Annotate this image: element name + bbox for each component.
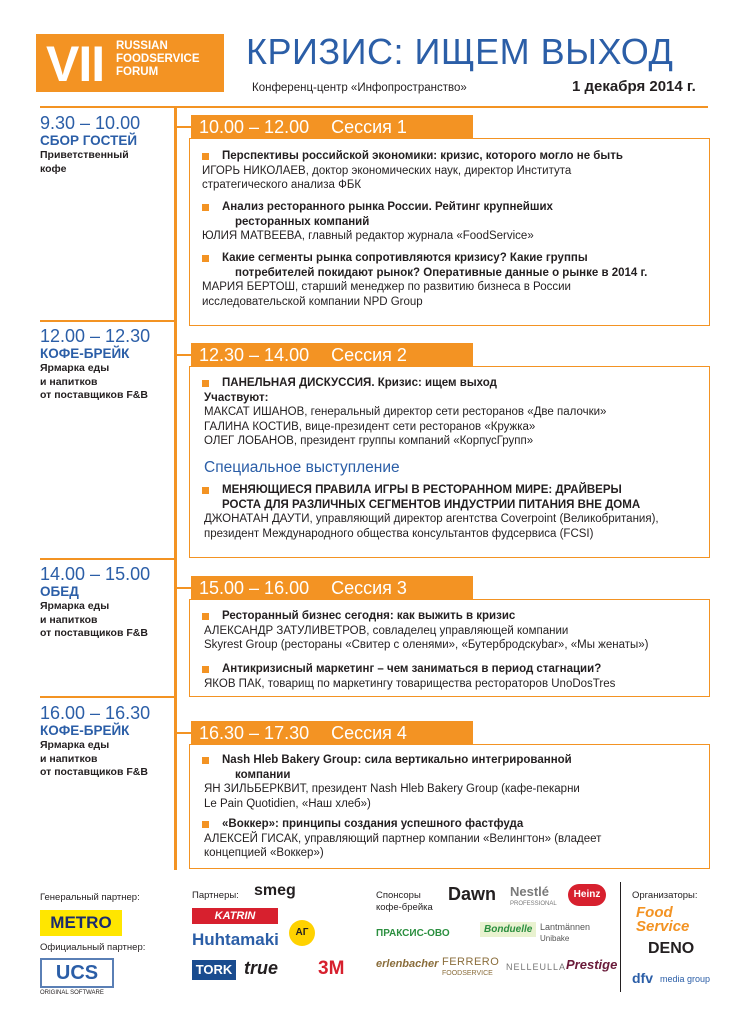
slot-time: 12.00 – 12.30 bbox=[40, 326, 151, 346]
speaker: ЯН ЗИЛЬБЕРКВИТ, президент Nash Hleb Bakery Group (кафе-пекарни bbox=[204, 783, 580, 795]
talk-1 bbox=[190, 149, 710, 193]
talk-title-cont: ресторанных компаний bbox=[235, 215, 370, 228]
bonduelle-logo: Bonduelle bbox=[480, 922, 536, 937]
talk-title: Nash Hleb Bakery Group: сила вертикально интегрированной bbox=[190, 753, 710, 768]
dfv-subtitle: media group bbox=[660, 974, 711, 984]
talk-title: Какие сегменты рынка сопротивляются кризису? Какие группы bbox=[190, 251, 710, 266]
event-date: 1 декабря 2014 г. bbox=[572, 78, 696, 95]
talk-title: Ресторанный бизнес сегодня: как выжить в кризис bbox=[190, 609, 710, 624]
session-time: 16.30 – 17.30 bbox=[199, 723, 310, 743]
slot-desc-line: и напитков bbox=[40, 613, 98, 626]
dfv-logo: dfv bbox=[632, 970, 653, 986]
talk-title: Перспективы российской экономики: кризис, которого могло не быть bbox=[190, 149, 710, 164]
special-talk bbox=[190, 483, 710, 541]
timeline-divider bbox=[40, 558, 176, 560]
talk-title: МЕНЯЮЩИЕСЯ ПРАВИЛА ИГРЫ В РЕСТОРАННОМ МИРЕ: ДРАЙВЕРЫ bbox=[190, 483, 710, 498]
timeline-slot-2 bbox=[40, 326, 150, 403]
slot-desc-line: от поставщиков F&B bbox=[40, 766, 148, 778]
talk-1 bbox=[190, 753, 710, 811]
talk-2 bbox=[190, 200, 710, 244]
session-3-header bbox=[191, 576, 473, 600]
ferrero-subtitle: FOODSERVICE bbox=[442, 970, 493, 977]
slot-desc-line: Ярмарка еды bbox=[40, 739, 110, 751]
session-1-box bbox=[189, 138, 710, 326]
slot-time: 14.00 – 15.00 bbox=[40, 564, 151, 584]
speaker: ИГОРЬ НИКОЛАЕВ, доктор экономических наук, директор Института bbox=[202, 164, 572, 177]
session-title: Сессия 4 bbox=[331, 723, 407, 743]
session-4-header bbox=[191, 721, 473, 745]
slot-label: КОФЕ-БРЕЙК bbox=[40, 723, 130, 738]
speaker: АЛЕКСЕЙ ГИСАК, управляющий партнер компании «Велингтон» (владеет bbox=[204, 832, 602, 845]
speaker: президент Международного общества консультантов фудсервиса (FCSI) bbox=[204, 527, 594, 540]
timeline-slot-1 bbox=[40, 113, 140, 176]
smeg-logo: smeg bbox=[254, 882, 296, 899]
heinz-logo: Heinz bbox=[568, 884, 606, 906]
slot-time: 16.00 – 16.30 bbox=[40, 703, 151, 723]
talk-title-cont: РОСТА ДЛЯ РАЗЛИЧНЫХ СЕГМЕНТОВ ИНДУСТРИИ ПИТАНИЯ ВНЕ ДОМА bbox=[222, 498, 641, 511]
speaker: ОЛЕГ ЛОБАНОВ, президент группы компаний «КорпусГрупп» bbox=[204, 435, 534, 447]
slot-desc-line: Ярмарка еды bbox=[40, 362, 110, 374]
ag-logo: АГ bbox=[289, 920, 315, 946]
timeline-slot-3 bbox=[40, 564, 150, 641]
talk-1 bbox=[190, 609, 710, 653]
talk-title: ПАНЕЛЬНАЯ ДИСКУССИЯ. Кризис: ищем выход bbox=[190, 376, 710, 391]
slot-desc-line: Приветственный bbox=[40, 149, 129, 161]
ucs-subtitle: ORIGINAL SOFTWARE bbox=[40, 990, 104, 996]
speaker: Skyrest Group (рестораны «Свитер с оленями», «Бутербродскуbar», «Мы женаты») bbox=[204, 639, 649, 651]
special-talk-label: Специальное выступление bbox=[204, 459, 400, 476]
katrin-logo: KATRIN bbox=[192, 908, 278, 924]
slot-label: ОБЕД bbox=[40, 584, 79, 599]
logo-roman-numeral: VII bbox=[46, 36, 105, 92]
session-2-box bbox=[189, 366, 710, 558]
metro-logo: METRO bbox=[40, 910, 122, 936]
erlenbacher-logo: erlenbacher bbox=[376, 958, 439, 970]
session-time: 15.00 – 16.00 bbox=[199, 578, 310, 598]
speaker: стратегического анализа ФБК bbox=[202, 179, 362, 191]
nestle-subtitle: PROFESSIONAL bbox=[510, 901, 557, 907]
speaker: исследовательской компании NPD Group bbox=[202, 295, 423, 308]
panel-discussion bbox=[190, 376, 710, 449]
talk-title: Анализ ресторанного рынка России. Рейтинг крупнейших bbox=[190, 200, 710, 215]
timeline-slot-4 bbox=[40, 703, 150, 780]
huhtamaki-logo: Huhtamaki bbox=[192, 930, 279, 949]
session-2-header bbox=[191, 343, 473, 367]
talk-title-cont: компании bbox=[235, 768, 291, 781]
talk-title-cont: потребителей покидают рынок? Оперативные данные о рынке в 2014 г. bbox=[235, 266, 648, 279]
official-partner-label: Официальный партнер: bbox=[40, 942, 146, 953]
logo-text: RUSSIAN FOODSERVICE FORUM bbox=[116, 40, 200, 78]
participants-label: Участвуют: bbox=[204, 391, 269, 404]
talk-3 bbox=[190, 251, 710, 309]
slot-desc-line: от поставщиков F&B bbox=[40, 389, 148, 401]
speaker: ДЖОНАТАН ДАУТИ, управляющий директор агентства Coverpoint (Великобритания), bbox=[204, 513, 659, 525]
speaker: концепцией «Воккер») bbox=[204, 847, 324, 859]
speaker: МАКСАТ ИШАНОВ, генеральный директор сети ресторанов «Две палочки» bbox=[204, 406, 607, 418]
true-logo: true bbox=[244, 958, 279, 978]
speaker: АЛЕКСАНДР ЗАТУЛИВЕТРОВ, совладелец управляющей компании bbox=[204, 624, 569, 637]
header-divider bbox=[40, 106, 708, 108]
session-title: Сессия 1 bbox=[331, 117, 407, 137]
talk-title: Антикризисный маркетинг – чем заниматься в период стагнации? bbox=[190, 662, 710, 677]
slot-label: СБОР ГОСТЕЙ bbox=[40, 133, 138, 148]
slot-desc-line: от поставщиков F&B bbox=[40, 627, 148, 639]
footer-divider bbox=[620, 882, 621, 992]
general-partner-label: Генеральный партнер: bbox=[40, 892, 140, 903]
timeline-divider bbox=[40, 696, 176, 698]
page-title: КРИЗИС: ИЩЕМ ВЫХОД bbox=[246, 31, 674, 72]
slot-time: 9.30 – 10.00 bbox=[40, 113, 141, 133]
speaker: ЮЛИЯ МАТВЕЕВА, главный редактор журнала «FoodService» bbox=[202, 230, 534, 242]
prestige-logo: Prestige bbox=[566, 957, 618, 972]
session-4-box bbox=[189, 744, 710, 869]
partners-label: Партнеры: bbox=[192, 890, 239, 901]
lantmannen-logo: Lantmännen bbox=[540, 922, 591, 932]
ferrero-logo: FERRERO bbox=[442, 956, 500, 968]
speaker: МАРИЯ БЕРТОШ, старший менеджер по развитию бизнеса в России bbox=[202, 281, 571, 293]
session-time: 10.00 – 12.00 bbox=[199, 117, 310, 137]
praksis-logo: ПРАКСИС-ОВО bbox=[376, 928, 450, 939]
speaker: Le Pain Quotidien, «Наш хлеб») bbox=[204, 797, 371, 810]
session-3-box bbox=[189, 599, 710, 697]
slot-desc-line: Ярмарка еды bbox=[40, 600, 110, 612]
dawn-logo: Dawn bbox=[448, 884, 497, 904]
lantmannen-subtitle: Unibake bbox=[540, 934, 570, 943]
ucs-logo: UCS bbox=[40, 958, 114, 988]
slot-label: КОФЕ-БРЕЙК bbox=[40, 346, 130, 361]
slot-desc-line: кофе bbox=[40, 162, 67, 175]
timeline-divider bbox=[40, 320, 176, 322]
talk-2 bbox=[190, 817, 710, 861]
deno-logo: DENO bbox=[648, 940, 695, 957]
speaker: ЯКОВ ПАК, товарищ по маркетингу товарищества рестораторов UnoDosTres bbox=[204, 677, 616, 690]
timeline-line bbox=[174, 108, 177, 870]
session-title: Сессия 2 bbox=[331, 345, 407, 365]
talk-title: «Воккер»: принципы создания успешного фастфуда bbox=[190, 817, 710, 832]
food-service-logo: Food Service bbox=[636, 904, 690, 935]
sponsors-label: Спонсоры кофе-брейка bbox=[376, 890, 433, 913]
session-1-header bbox=[191, 115, 473, 139]
tork-logo: TORK bbox=[192, 960, 236, 980]
speaker: ГАЛИНА КОСТИВ, вице-президент сети ресторанов «Кружка» bbox=[204, 420, 536, 433]
slot-desc-line: и напитков bbox=[40, 375, 98, 388]
organizers-label: Организаторы: bbox=[632, 890, 698, 901]
nelleulla-logo: NELLEULLA bbox=[506, 962, 567, 972]
talk-2 bbox=[190, 662, 710, 691]
nestle-logo: Nestlé bbox=[510, 884, 550, 899]
slot-desc-line: и напитков bbox=[40, 752, 98, 765]
session-time: 12.30 – 14.00 bbox=[199, 345, 310, 365]
venue: Конференц-центр «Инфопространство» bbox=[252, 82, 467, 94]
3m-logo: 3M bbox=[318, 958, 345, 979]
session-title: Сессия 3 bbox=[331, 578, 407, 598]
